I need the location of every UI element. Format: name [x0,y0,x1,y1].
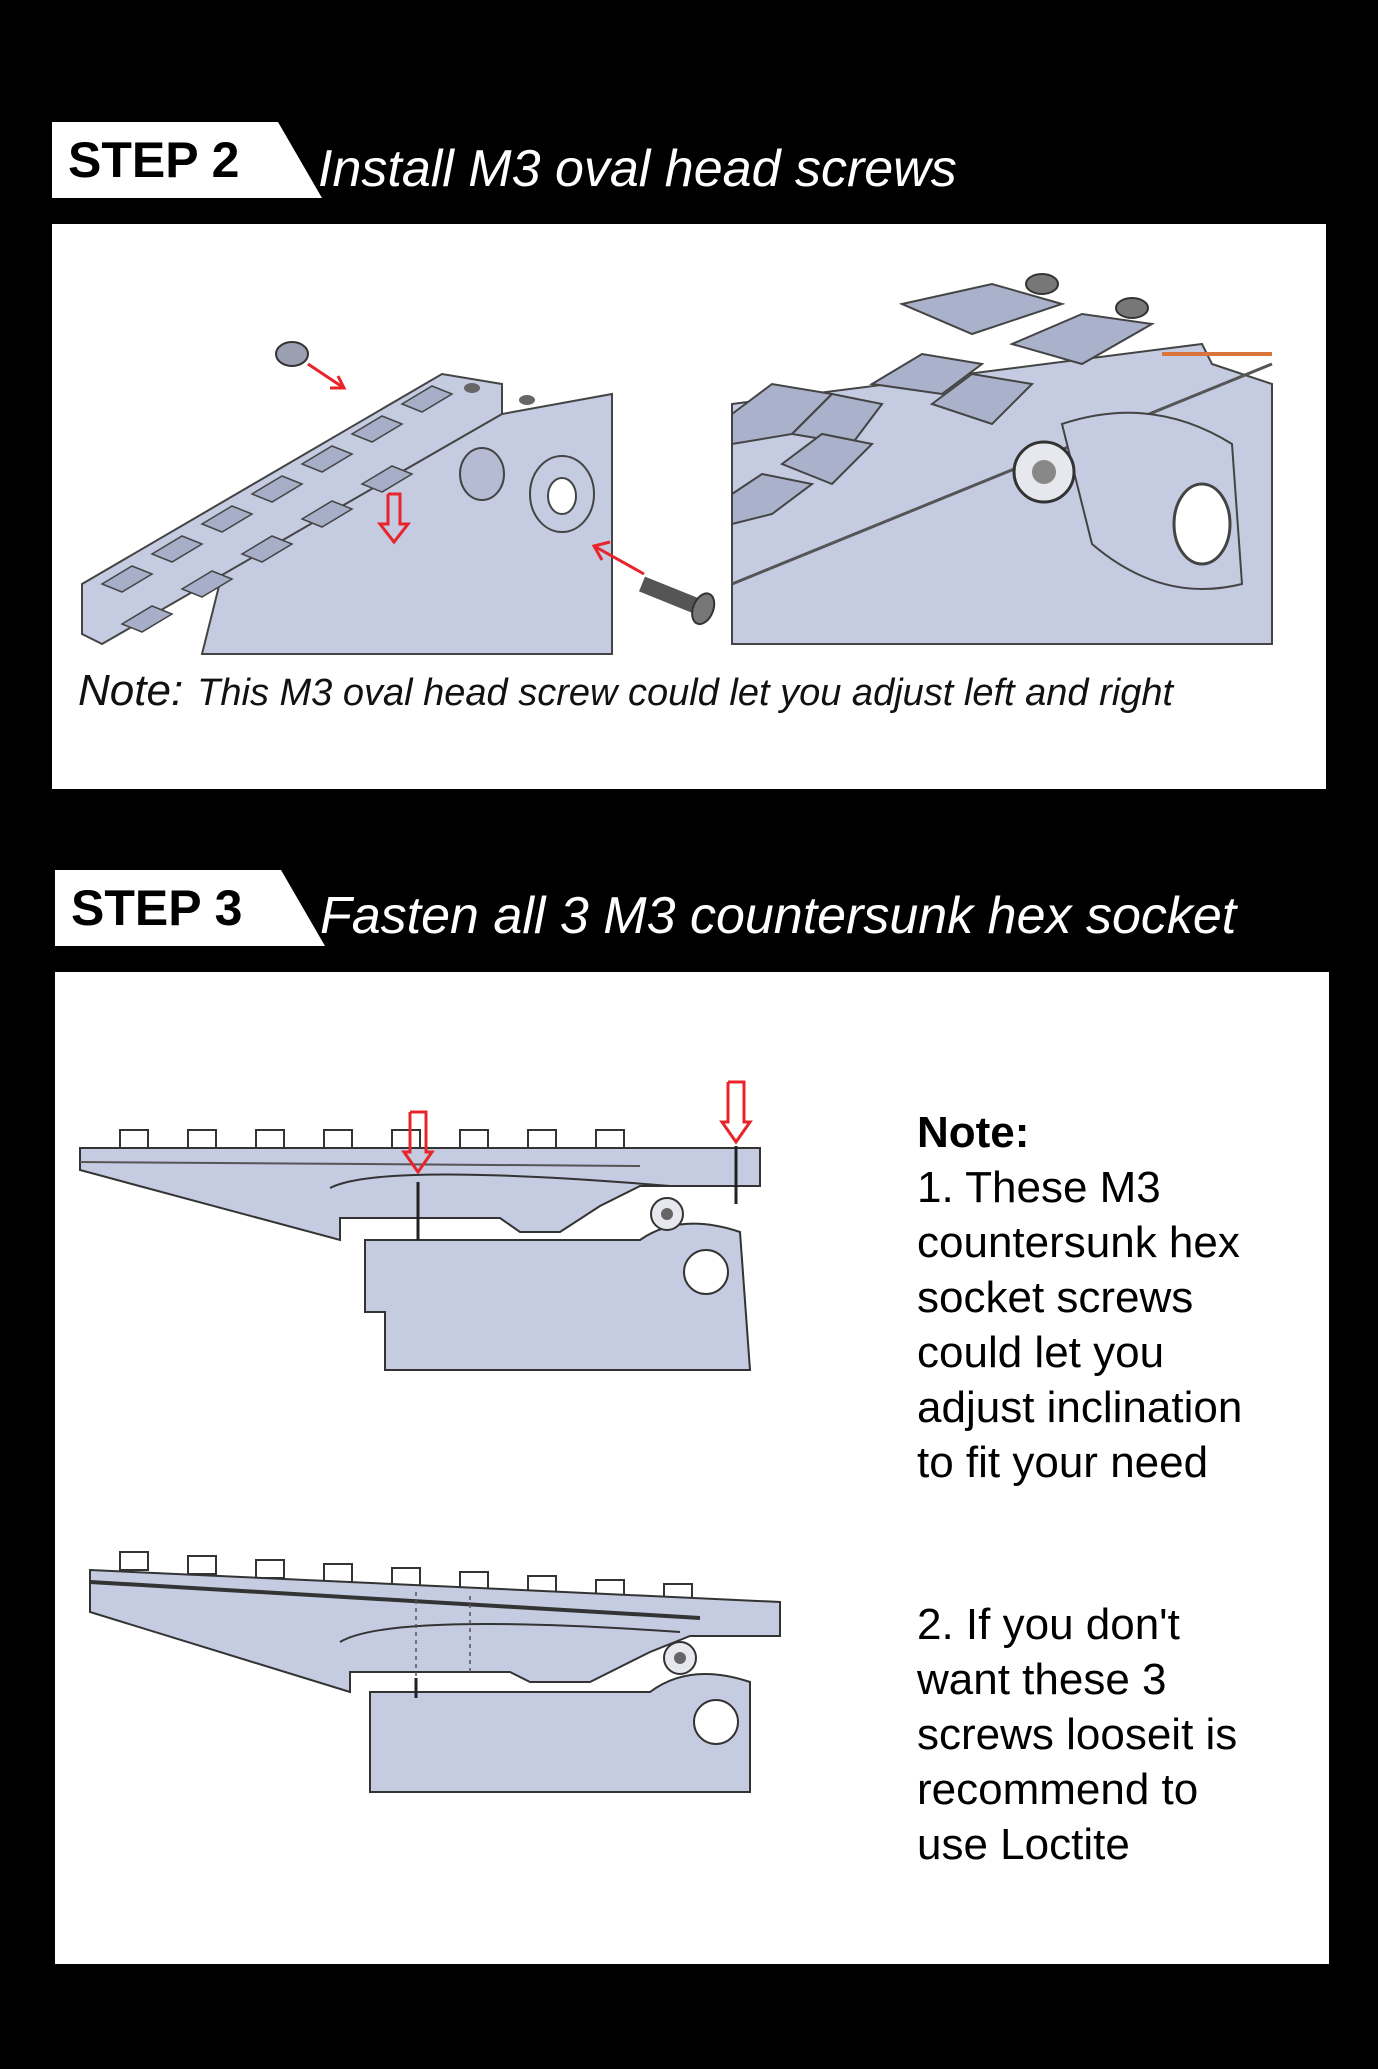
side-view-diagram-level [80,1122,800,1372]
step2-title: Install M3 oval head screws [318,140,957,198]
step2-badge [52,122,278,198]
side-view-diagram-inclined [90,1552,790,1792]
rail-closeup-illustration [732,284,1292,644]
step3-title: Fasten all 3 M3 countersunk hex socket [320,887,1237,945]
step3-note-1 [917,1050,1317,1490]
step3-panel [55,972,1329,1964]
step3-note-2-text: 2. If you don't want these 3 screws looseit is recommend to use Loctite [917,1600,1238,1869]
step2-note [78,666,1173,716]
step2-note-text: This M3 oval head screw could let you adjust left and right [197,672,1174,714]
step3-note-1-text: 1. These M3 countersunk hex socket screws could let you adjust inclination to fit your need [917,1163,1243,1487]
step3-note-2 [917,1542,1317,1872]
step3-badge-slant [265,870,301,946]
step3-badge [55,870,281,946]
step2-panel [52,224,1326,789]
rail-perspective-illustration [82,284,662,664]
step2-note-label: Note: [78,666,184,715]
step2-badge-slant [262,122,298,198]
step3-note-heading: Note: [917,1108,1030,1157]
step3-badge-text: STEP 3 [71,880,243,936]
step2-badge-text: STEP 2 [68,132,240,188]
